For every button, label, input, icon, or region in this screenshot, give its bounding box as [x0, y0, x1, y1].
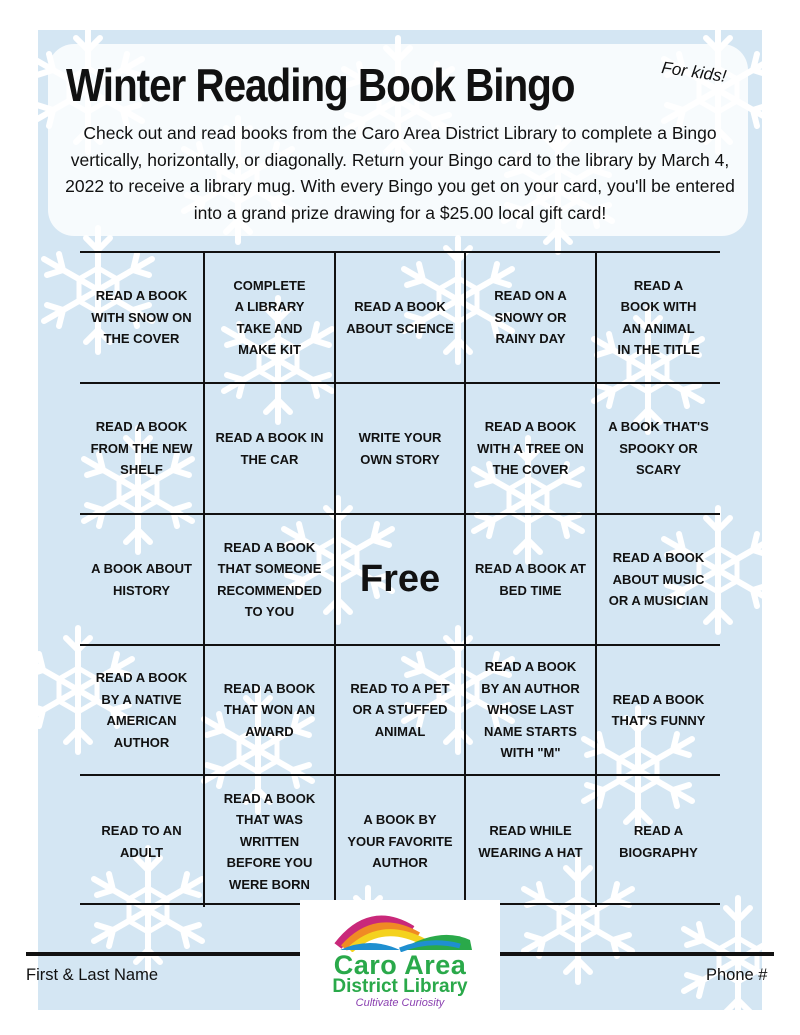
- bingo-cell: COMPLETE A LIBRARY TAKE AND MAKE KIT: [205, 253, 336, 384]
- bingo-cell: WRITE YOUR OWN STORY: [336, 384, 466, 515]
- page-title: Winter Reading Book Bingo: [66, 59, 575, 111]
- bingo-cell: READ A BOOK ABOUT SCIENCE: [336, 253, 466, 384]
- bingo-cell: READ A BOOK WITH SNOW ON THE COVER: [80, 253, 205, 384]
- bingo-cell: READ A BOOK ABOUT MUSIC OR A MUSICIAN: [597, 515, 720, 646]
- bingo-cell: READ A BOOK BY A NATIVE AMERICAN AUTHOR: [80, 646, 205, 776]
- library-logo: [300, 900, 500, 1020]
- bingo-cell: READ A BOOK THAT'S FUNNY: [597, 646, 720, 776]
- bingo-cell: READ A BIOGRAPHY: [619, 823, 698, 860]
- name-underline: [26, 952, 306, 956]
- bingo-cell: READ A BOOK FROM THE NEW SHELF: [80, 384, 205, 515]
- bingo-cell: READ A BOOK BY AN AUTHOR WHOSE LAST NAME STARTS WITH "M": [466, 646, 597, 776]
- bingo-cell: READ WHILE WEARING A HAT: [466, 776, 597, 907]
- bingo-cell: READ A BOOK THAT WON AN AWARD: [205, 646, 336, 776]
- bingo-cell: A BOOK BY YOUR FAVORITE AUTHOR: [336, 776, 466, 907]
- bingo-cell: READ TO AN ADULT: [80, 776, 205, 907]
- name-label: First & Last Name: [26, 966, 159, 984]
- bingo-cell: READ A BOOK WITH AN ANIMAL IN THE TITLE: [597, 253, 720, 384]
- for-kids-tag: For kids!: [660, 58, 728, 86]
- logo-name-line2: District Library: [332, 976, 468, 997]
- bingo-cell: READ A BOOK AT BED TIME: [466, 515, 597, 646]
- logo-name-line1: Caro Area: [333, 950, 467, 980]
- logo-tagline: Cultivate Curiosity: [355, 997, 445, 1009]
- open-book-logo-icon: [300, 900, 500, 952]
- bingo-cell: READ ON A SNOWY OR RAINY DAY: [466, 253, 597, 384]
- bingo-cell: READ TO A PET OR A STUFFED ANIMAL: [336, 646, 466, 776]
- bingo-cell: READ A BOOK THAT SOMEONE RECOMMENDED TO YOU: [205, 515, 336, 646]
- intro-text: Check out and read books from the Caro Area District Library to complete a Bingo vertically, horizontally, or diagonally. Return your Bingo card to the library by March 4, 2022 to receive a library mug. With every Bingo you get on your card, you'll be entered into a grand prize drawing for a $25.00 local gift card!: [65, 123, 735, 223]
- bingo-grid: [80, 251, 720, 905]
- bingo-free-space: Free: [336, 515, 466, 646]
- bingo-cell: READ A BOOK THAT WAS WRITTEN BEFORE YOU WERE BORN: [205, 776, 336, 907]
- phone-label: Phone #: [706, 966, 768, 984]
- bingo-cell: A BOOK ABOUT HISTORY: [80, 515, 205, 646]
- bingo-cell: READ A BOOK IN THE CAR: [205, 384, 336, 515]
- bingo-cell: READ A BOOK WITH A TREE ON THE COVER: [466, 384, 597, 515]
- phone-underline: [494, 952, 774, 956]
- bingo-cell: A BOOK THAT'S SPOOKY OR SCARY: [597, 384, 720, 515]
